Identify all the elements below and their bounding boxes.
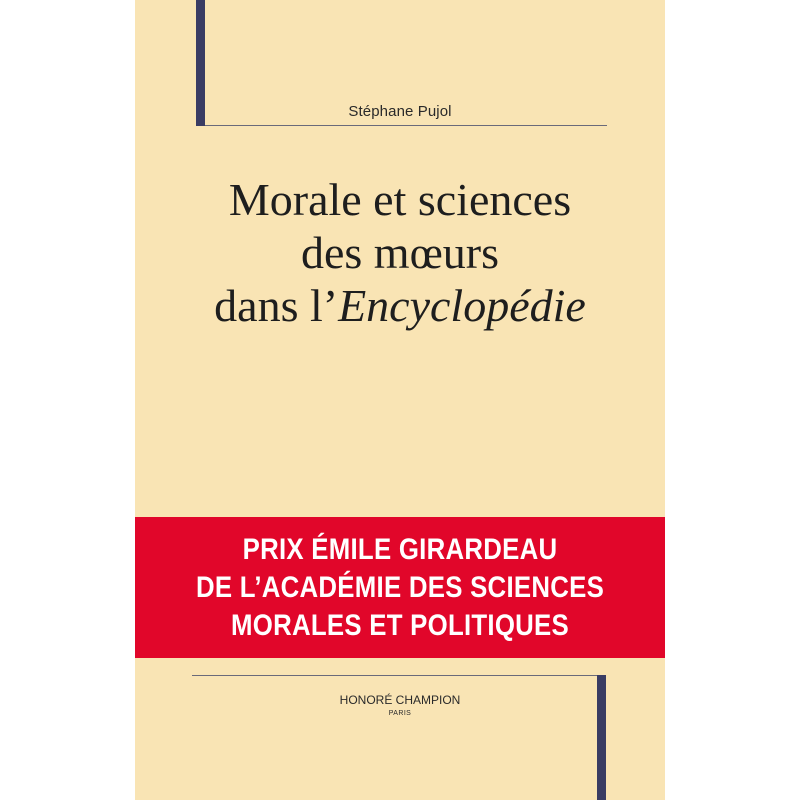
prize-line-3: MORALES ET POLITIQUES: [231, 609, 569, 642]
prize-line-2: DE L’ACADÉMIE DES SCIENCES: [195, 571, 605, 604]
top-divider: [205, 125, 607, 126]
title-line-2: des mœurs: [300, 227, 500, 278]
title-line-3: [135, 279, 665, 332]
book-title: [135, 173, 665, 332]
prize-line-1: PRIX ÉMILE GIRARDEAU: [242, 533, 558, 566]
title-line-1: Morale et sciences: [228, 174, 572, 225]
prize-text: [172, 531, 628, 645]
bottom-divider: [192, 675, 597, 676]
prize-band: [135, 517, 665, 658]
title-line-3-italic: Encyclopédie: [338, 280, 586, 331]
author-name: Stéphane Pujol: [348, 103, 452, 120]
title-line-3-prefix: dans l’: [214, 280, 339, 331]
publisher-place: PARIS: [388, 710, 412, 717]
book-cover: [135, 0, 665, 800]
publisher-name: HONORÉ CHAMPION: [339, 693, 461, 707]
